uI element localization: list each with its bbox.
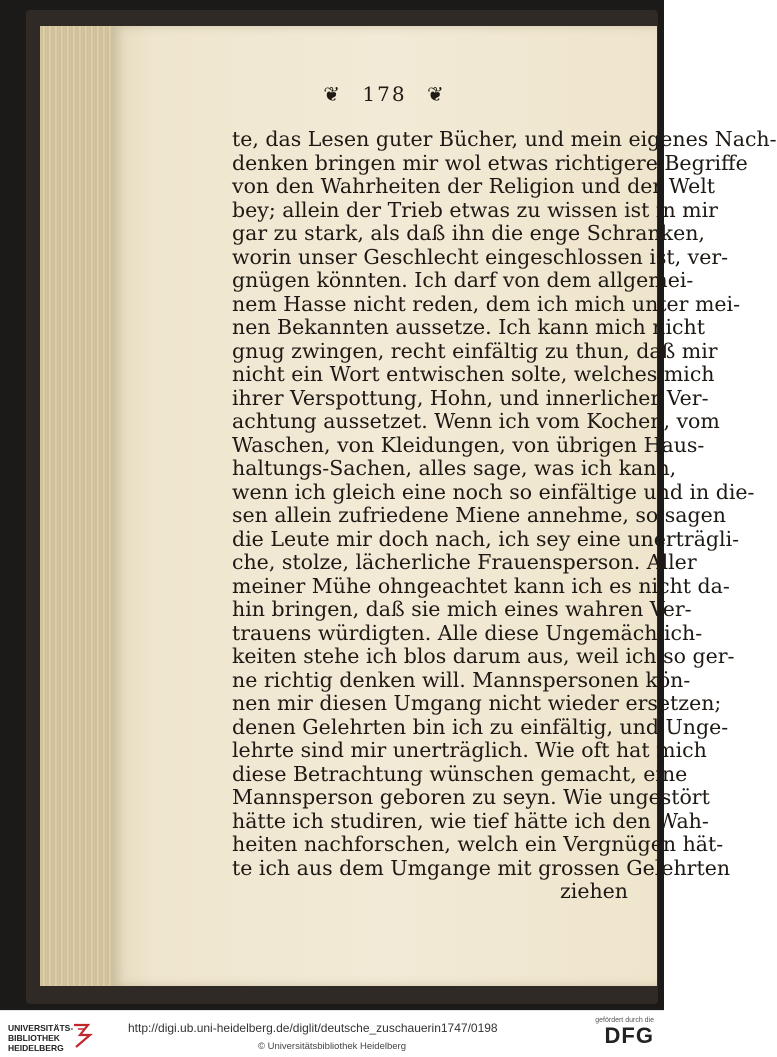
text-line: gnügen könnten. Ich darf von dem allgemei-	[232, 268, 694, 292]
page-header	[112, 82, 657, 106]
text-line: ne richtig denken will. Mannspersonen kön-	[232, 667, 691, 692]
text-line: sen allein zufriedene Miene annehme, so sagen	[232, 503, 726, 527]
text-line: nen mir diesen Umgang nicht wieder ersetzen;	[232, 691, 722, 715]
text-line: die Leute mir doch nach, ich sey eine unerträgli-	[232, 526, 740, 551]
text-line: haltungs-Sachen, alles sage, was ich kann,	[232, 456, 677, 480]
text-line: lehrte sind mir unerträglich. Wie oft hat mich	[232, 738, 707, 762]
text-line: te ich aus dem Umgange mit grossen Gelehrten	[232, 855, 731, 880]
text-line: wenn ich gleich eine noch so einfältige und in die-	[232, 479, 755, 504]
funder-caption: gefördert durch die	[595, 1017, 654, 1024]
ornament-right-icon: ❦	[426, 82, 446, 106]
text-line: denken bringen mir wol etwas richtigere Begriffe	[232, 150, 748, 175]
copyright-notice: © Universitätsbibliothek Heidelberg	[258, 1041, 406, 1052]
text-line: trauens würdigten. Alle diese Ungemächlich-	[232, 620, 703, 645]
viewer-footer	[0, 1010, 664, 1057]
text-line: gnug zwingen, recht einfältig zu thun, daß mir	[232, 338, 718, 363]
page-number: 178	[362, 82, 407, 106]
catchword: ziehen	[559, 879, 628, 903]
text-line: nicht ein Wort entwischen solte, welches mich	[232, 362, 715, 386]
library-name-line: UNIVERSITÄTS-	[8, 1023, 74, 1033]
text-line: hin bringen, daß sie mich eines wahren Ver-	[232, 597, 692, 621]
text-line: heiten nachforschen, welch ein Vergnügen hät-	[232, 832, 724, 856]
text-line: achtung aussetzet. Wenn ich vom Kochen, vom	[232, 409, 720, 433]
text-line: hätte ich studiren, wie tief hätte ich den Wah-	[232, 808, 709, 833]
text-line: gar zu stark, als daß ihn die enge Schranken,	[232, 221, 705, 245]
text-line: diese Betrachtung wünschen gemacht, eine	[232, 761, 688, 786]
library-name-line: BIBLIOTHEK	[8, 1033, 60, 1043]
text-line: meiner Mühe ohngeachtet kann ich es nicht da-	[232, 573, 730, 598]
document-url[interactable]: http://digi.ub.uni-heidelberg.de/diglit/deutsche_zuschauerin1747/0198	[128, 1021, 498, 1035]
library-name-line: HEIDELBERG	[8, 1043, 64, 1053]
funder-block[interactable]	[584, 1017, 654, 1048]
text-line: von den Wahrheiten der Religion und der Welt	[232, 174, 716, 198]
ornament-left-icon: ❦	[323, 82, 343, 106]
text-line: denen Gelehrten bin ich zu einfältig, und Unge-	[232, 714, 729, 739]
text-line: ihrer Verspottung, Hohn, und innerlicher Ver-	[232, 385, 709, 410]
text-line: nem Hasse nicht reden, dem ich mich unter mei-	[232, 291, 741, 316]
text-line: che, stolze, lächerliche Frauensperson. Aller	[232, 550, 697, 574]
dfg-logo: DFG	[604, 1023, 654, 1048]
text-line: worin unser Geschlecht eingeschlossen ist, ver-	[232, 244, 729, 269]
text-line: te, das Lesen guter Bücher, und mein eigenes Nach-	[232, 127, 777, 151]
text-line: nen Bekannten aussetze. Ich kann mich nicht	[232, 315, 705, 339]
page-edges	[40, 26, 122, 986]
text-line: Mannsperson geboren zu seyn. Wie ungestört	[232, 785, 710, 809]
text-line: bey; allein der Trieb etwas zu wissen ist in mir	[232, 197, 718, 222]
text-line: Waschen, von Kleidungen, von übrigen Haus-	[232, 432, 705, 457]
text-line: keiten stehe ich blos darum aus, weil ich so ger-	[232, 644, 735, 668]
